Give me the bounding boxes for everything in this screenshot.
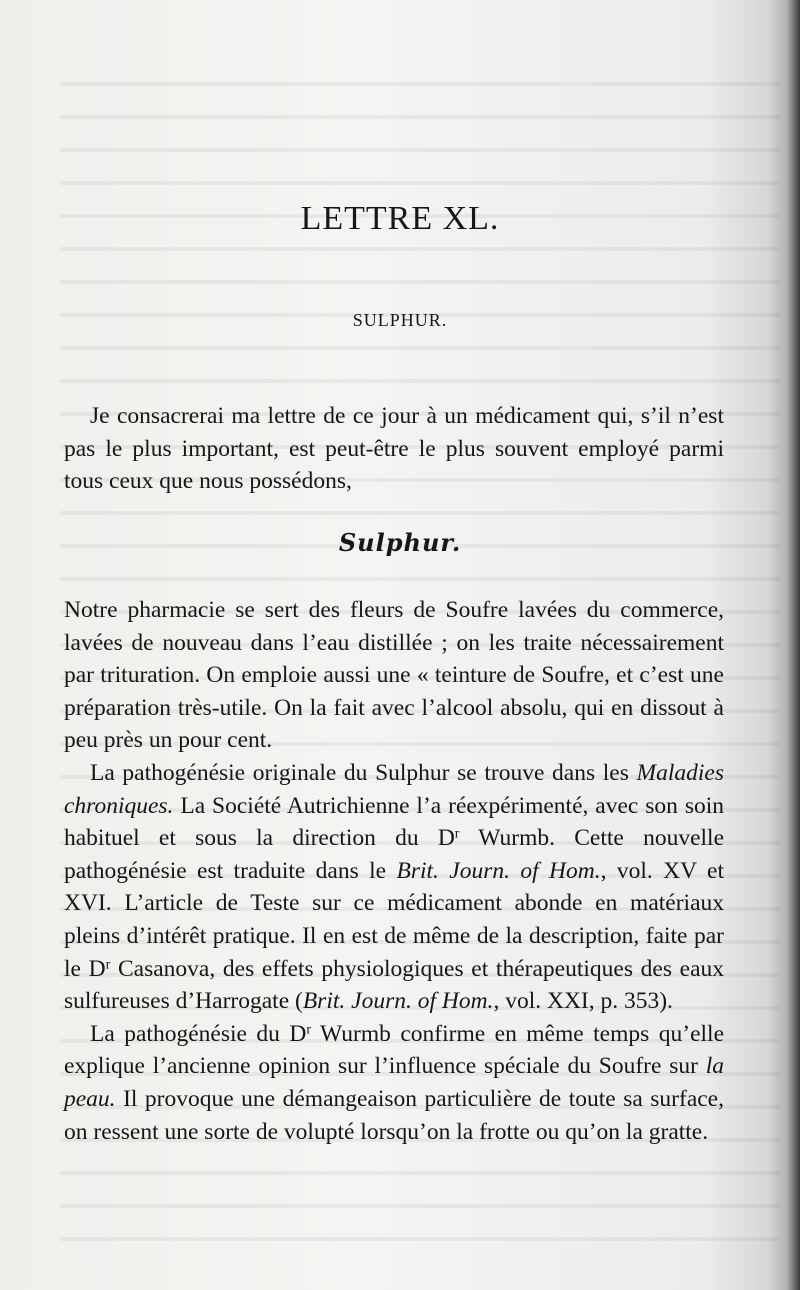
text-run: La pathogénésie du D xyxy=(90,1020,307,1047)
italic-journal-title: Brit. Journ. of Hom. xyxy=(396,857,601,884)
letter-subject: SULPHUR. xyxy=(352,310,448,330)
text-run: , vol. XV et XVI. L’article de Teste sur ce médicament abonde en matériaux pleins d’intérêt pratique. Il en est de même de la description, faite par le D xyxy=(64,857,724,982)
skin-paragraph xyxy=(64,1018,724,1148)
pharmacy-paragraph: Notre pharmacie se sert des fleurs de Soufre lavées du commerce, lavées de nouveau dans l’eau distillée ; on les traite nécessairement par trituration. On emploie aussi une « teinture de Soufre, et c’est une préparation très-utile. On la fait avec l’alcool absolu, qui en dissout à peu près un pour cent. xyxy=(64,597,724,754)
text-run: Wurmb confirme en même temps qu’elle explique l’ancienne opinion sur l’influence spéciale du Soufre sur xyxy=(64,1020,724,1080)
superscript: r xyxy=(306,1020,312,1037)
italic-term: la peau. xyxy=(64,1053,724,1112)
superscript: r xyxy=(105,955,111,972)
page-edge-shadow xyxy=(786,0,800,1290)
letter-title: LETTRE XL. xyxy=(300,200,500,237)
text-run: Casanova, des effets physiologiques et thérapeutiques des eaux sulfureuses d’Harrogate ( xyxy=(64,955,724,1015)
text-run: Il provoque une démangeaison particulière de toute sa surface, on ressent une sorte de volupté lorsqu’on la frotte ou qu’on la gratte. xyxy=(64,1085,724,1145)
text-run: La Société Autrichienne l’a réexpérimenté, avec son soin habituel et sous la direction du D xyxy=(64,792,724,852)
text-run: Wurmb. Cette nouvelle pathogénésie est traduite dans le xyxy=(64,825,724,884)
main-text-block xyxy=(64,594,724,1148)
pathogenesis-paragraph xyxy=(64,757,724,1018)
superscript: r xyxy=(454,825,460,842)
text-run: La pathogénésie originale du Sulphur se trouve dans les xyxy=(90,759,637,786)
italic-book-title: Maladies chroniques. xyxy=(64,759,724,819)
italic-journal-title: Brit. Journ. of Hom. xyxy=(302,988,494,1015)
text-run: , vol. XXI, p. 353). xyxy=(493,988,673,1015)
remedy-heading: Sulphur. xyxy=(338,528,462,557)
intro-text: Je consacrerai ma lettre de ce jour à un médicament qui, s’il n’est pas le plus important, est peut-être le plus souvent employé parmi tous ceux que nous possédons, xyxy=(64,403,724,495)
intro-paragraph xyxy=(64,400,724,498)
